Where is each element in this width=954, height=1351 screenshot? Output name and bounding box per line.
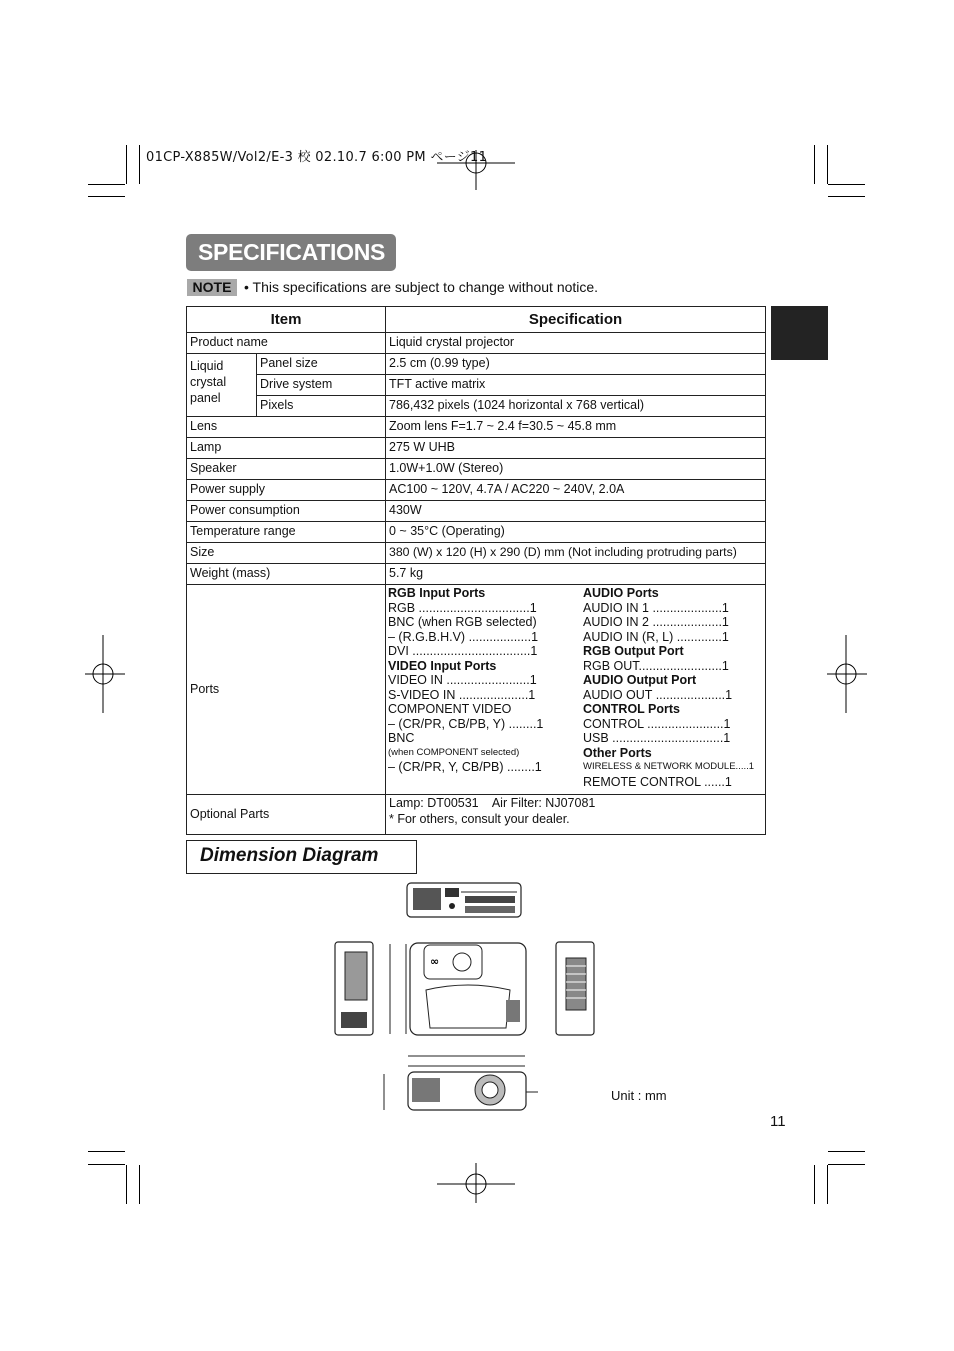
table-row (187, 543, 766, 564)
note-badge: NOTE (187, 279, 237, 296)
row-value: 0 ~ 35°C (Operating) (386, 522, 766, 543)
row-value: 5.7 kg (386, 564, 766, 585)
registration-mark-left (85, 635, 125, 715)
crop-mark (126, 145, 127, 184)
port-line: S-VIDEO IN ....................1 (388, 687, 536, 702)
ports-right-column (583, 586, 754, 789)
row-value: Liquid crystal projector (386, 333, 766, 354)
optional-line-1: Lamp: DT00531 Air Filter: NJ07081 (389, 796, 596, 810)
projector-right-side-view (554, 940, 598, 1040)
table-row-optional (187, 795, 766, 835)
note-text: • This specifications are subject to change without notice. (244, 279, 599, 295)
spec-table (186, 306, 766, 835)
port-line: RGB ................................1 (388, 600, 537, 615)
col-header-item: Item (187, 307, 386, 333)
crop-mark (88, 1151, 125, 1152)
crop-mark (828, 1151, 865, 1152)
table-row (187, 396, 766, 417)
row-label: Pixels (257, 396, 386, 417)
ports-cell (386, 585, 766, 795)
table-row (187, 375, 766, 396)
row-label: Size (187, 543, 386, 564)
optional-line-2: * For others, consult your dealer. (389, 811, 570, 826)
row-value: 430W (386, 501, 766, 522)
port-line: USB ................................1 (583, 731, 731, 745)
port-line: COMPONENT VIDEO (388, 702, 512, 716)
crop-mark (139, 145, 140, 184)
registration-mark-right (827, 635, 867, 715)
port-line: VIDEO Input Ports (388, 658, 497, 673)
lcd-group-label: Liquid crystal panel (187, 354, 257, 417)
row-label: Power consumption (187, 501, 386, 522)
table-row (187, 417, 766, 438)
table-row (187, 564, 766, 585)
row-value: Zoom lens F=1.7 ~ 2.4 f=30.5 ~ 45.8 mm (386, 417, 766, 438)
registration-mark-bottom (437, 1163, 517, 1203)
port-line: DVI ..................................1 (388, 644, 538, 658)
port-line: AUDIO IN 2 ....................1 (583, 615, 729, 629)
port-line: – (R.G.B.H.V) ..................1 (388, 629, 539, 644)
page-title: SPECIFICATIONS (186, 234, 396, 271)
crop-mark (814, 145, 815, 184)
col-header-spec: Specification (386, 307, 766, 333)
row-value: 275 W UHB (386, 438, 766, 459)
projector-left-side-view (333, 940, 375, 1038)
port-line: RGB Output Port (583, 644, 684, 658)
port-line: Other Ports (583, 745, 652, 760)
crop-mark (139, 1165, 140, 1204)
port-line: CONTROL ......................1 (583, 716, 731, 731)
port-line: BNC (388, 731, 415, 745)
row-label: Power supply (187, 480, 386, 501)
row-label: Lens (187, 417, 386, 438)
projector-front-view (380, 1052, 540, 1114)
crop-mark (827, 145, 828, 184)
crop-mark (126, 1165, 127, 1204)
table-row (187, 333, 766, 354)
crop-mark (88, 184, 125, 185)
row-label: Panel size (257, 354, 386, 375)
port-line: (when COMPONENT selected) (388, 746, 520, 758)
table-row (187, 438, 766, 459)
port-line: AUDIO IN 1 ....................1 (583, 600, 729, 615)
row-label: Temperature range (187, 522, 386, 543)
row-value: TFT active matrix (386, 375, 766, 396)
port-line: WIRELESS & NETWORK MODULE.....1 (583, 761, 755, 772)
table-row (187, 522, 766, 543)
row-value: 1.0W+1.0W (Stereo) (386, 459, 766, 480)
crop-mark (814, 1165, 815, 1204)
table-row (187, 459, 766, 480)
section-tab-marker (771, 306, 828, 360)
port-line: AUDIO IN (R, L) .............1 (583, 629, 729, 644)
table-row (187, 354, 766, 375)
port-line: VIDEO IN ........................1 (388, 673, 537, 687)
svg-text:∞: ∞ (430, 955, 440, 968)
crop-mark (827, 1165, 828, 1204)
crop-mark (88, 1164, 125, 1165)
unit-label: Unit : mm (611, 1088, 667, 1103)
port-line: AUDIO Output Port (583, 673, 697, 687)
row-label: Speaker (187, 459, 386, 480)
row-label: Optional Parts (187, 795, 386, 835)
dimension-diagram-heading: Dimension Diagram (186, 840, 417, 874)
page-number: 11 (770, 1113, 786, 1130)
port-line: RGB Input Ports (388, 586, 486, 600)
crop-mark (88, 196, 125, 197)
table-row (187, 480, 766, 501)
print-header: 01CP-X885W/Vol2/E-3 校 02.10.7 6:00 PM ページ11 (146, 150, 488, 165)
ports-left-column (388, 586, 543, 775)
row-label: Ports (187, 585, 386, 795)
row-label: Weight (mass) (187, 564, 386, 585)
row-label: Lamp (187, 438, 386, 459)
crop-mark (828, 184, 865, 185)
port-line: RGB OUT........................1 (583, 658, 729, 673)
crop-mark (828, 1164, 865, 1165)
row-value: 786,432 pixels (1024 horizontal x 768 vertical) (386, 396, 766, 417)
projector-top-view (380, 940, 530, 1040)
crop-mark (828, 196, 865, 197)
port-line: – (CR/PR, Y, CB/PB) ........1 (388, 760, 542, 774)
port-line: CONTROL Ports (583, 702, 680, 716)
row-value: 380 (W) x 120 (H) x 290 (D) mm (Not including protruding parts) (386, 543, 766, 564)
projector-rear-view (405, 880, 523, 920)
row-value (386, 795, 766, 835)
port-line: REMOTE CONTROL ......1 (583, 774, 732, 789)
port-line: BNC (when RGB selected) (388, 615, 537, 629)
port-line: AUDIO OUT ....................1 (583, 687, 733, 702)
port-line: AUDIO Ports (583, 586, 659, 600)
table-row (187, 501, 766, 522)
row-label: Product name (187, 333, 386, 354)
row-label: Drive system (257, 375, 386, 396)
row-value: 2.5 cm (0.99 type) (386, 354, 766, 375)
row-value: AC100 ~ 120V, 4.7A / AC220 ~ 240V, 2.0A (386, 480, 766, 501)
port-line: – (CR/PR, CB/PB, Y) ........1 (388, 716, 544, 731)
table-row-ports (187, 585, 766, 795)
